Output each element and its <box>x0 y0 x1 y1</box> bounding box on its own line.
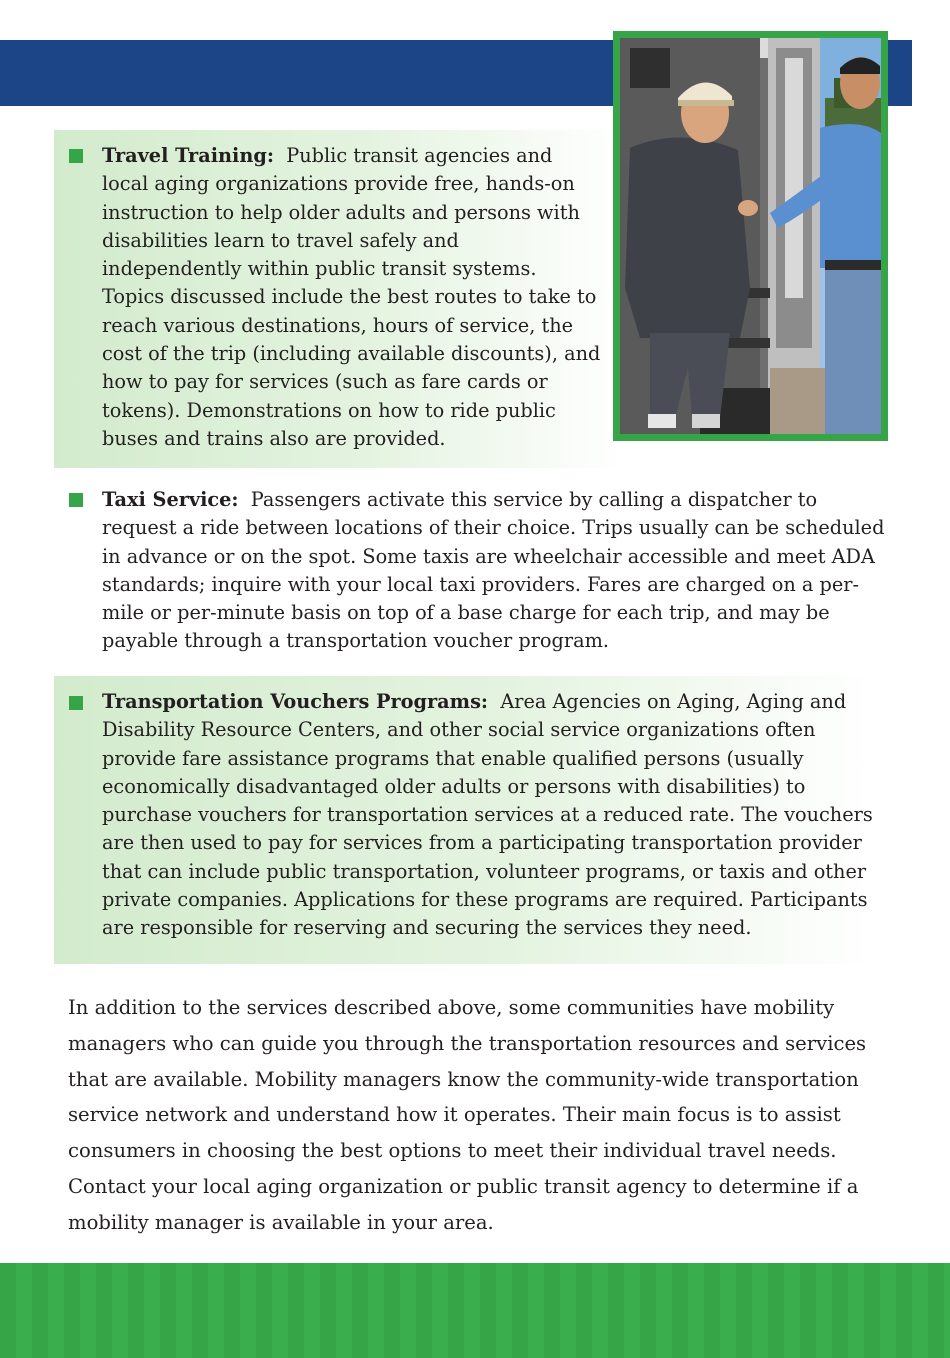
vouchers-text <box>102 688 882 943</box>
taxi-service-text <box>102 486 892 656</box>
bullet-square-icon <box>69 149 83 163</box>
mobility-managers-paragraph: In addition to the services described above, some communities have mobility managers who can guide you through the transportation resources and services that are available. Mobility managers know the community-wide transportation service network and understand how it operates. Their main focus is to assist consumers in choosing the best options to meet their individual travel needs. Contact your local aging organization or public transit agency to determine if a mobility manager is available in your area. <box>68 996 867 1234</box>
vouchers-body: Area Agencies on Aging, Aging and Disability Resource Centers, and other social service organizations often provide fare assistance programs that enable qualified persons (usually economically disadvantaged older adults or persons with disabilities) to purchase vouchers for transportation services at a reduced rate. The vouchers are then used to pay for services from a participating transportation provider that can include public transportation, volunteer programs, or taxis and other private companies. Applications for these programs are required. Participants are responsible for reserving and securing the services they need. <box>102 690 873 940</box>
travel-training-section <box>54 130 624 468</box>
travel-training-text <box>102 142 602 453</box>
vouchers-title: Transportation Vouchers Programs: <box>102 690 489 713</box>
travel-training-title: Travel Training: <box>102 144 274 167</box>
bus-boarding-photo <box>620 38 881 434</box>
travel-training-body: Public transit agencies and local aging organizations provide free, hands-on instruction to help older adults and persons with disabilities learn to travel safely and independently within public transit systems. Topics discussed include the best routes to take to reach various destinations, hours of service, the cost of the trip (including available discounts), and how to pay for services (such as fare cards or tokens). Demonstrations on how to ride public buses and trains also are provided. <box>102 144 601 450</box>
bus-photo-frame <box>613 31 888 441</box>
taxi-service-body: Passengers activate this service by calling a dispatcher to request a ride between locations of their choice. Trips usually can be scheduled in advance or on the spot. Some taxis are wheelchair accessible and meet ADA standards; inquire with your local taxi providers. Fares are charged on a per-mile or per-minute basis on top of a base charge for each trip, and may be payable through a transportation voucher program. <box>102 488 885 653</box>
bullet-square-icon <box>69 696 83 710</box>
taxi-service-title: Taxi Service: <box>102 488 239 511</box>
footer-band <box>0 1263 950 1358</box>
bullet-square-icon <box>69 493 83 507</box>
vouchers-section <box>54 676 874 964</box>
